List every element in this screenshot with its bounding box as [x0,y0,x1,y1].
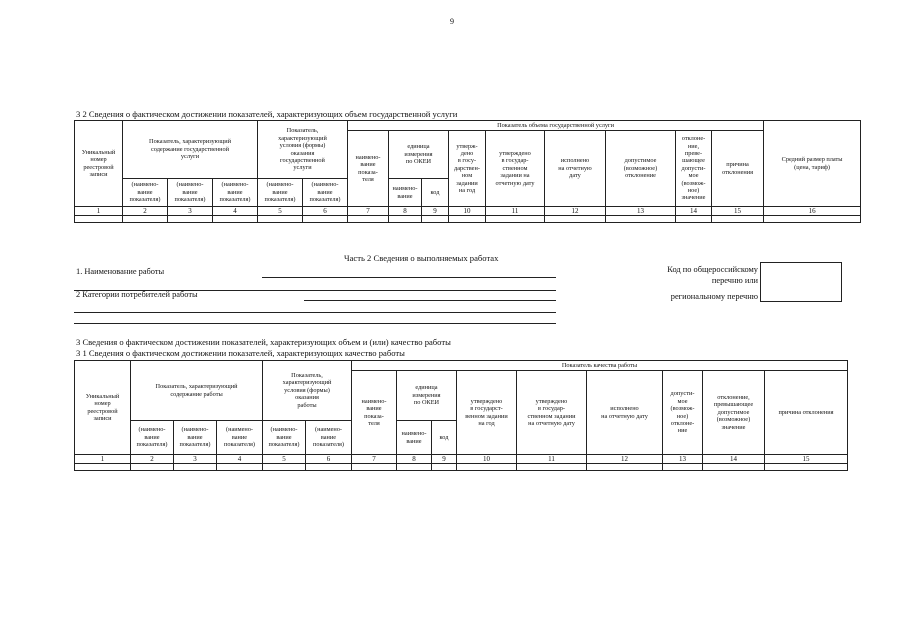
work-name-label: 1. Наименование работы [76,267,165,276]
column-number: 15 [712,207,764,216]
col-subname-header: (наимено- вание показателя) [131,421,174,455]
consumer-category-label: 2 Категории потребителей работы [76,290,198,299]
table-row-empty [75,464,848,471]
col-unit-name-header: наимено- вание [397,421,432,455]
column-number: 8 [389,207,422,216]
col-unit-name-header: наимено- вание [389,179,422,207]
col-subname-header: (наимено- вание показателя) [123,179,168,207]
column-number: 8 [397,455,432,464]
col-unit-code-header: код [422,179,449,207]
column-number: 10 [457,455,517,464]
col-unit-header: единица измерения по ОКЕИ [389,131,449,179]
column-number: 7 [352,455,397,464]
column-number-row [75,207,861,216]
code-label-line-2: перечню или [711,276,758,285]
table-row-empty [75,216,861,223]
column-number: 13 [663,455,703,464]
column-number: 9 [432,455,457,464]
col-subname-header: (наимено- вание показателя) [303,179,348,207]
section-3-1-heading: 3 1 Сведения о фактическом достижении показателей, характеризующих качество работы [76,348,405,358]
section-3-2-heading: 3 2 Сведения о фактическом достижении показателей, характеризующих объем государственной услуги [76,109,458,119]
col-subname-header: (наимено- вание показателя) [174,421,217,455]
work-name-line [262,277,556,278]
column-number: 5 [263,455,306,464]
column-number: 14 [676,207,712,216]
column-number: 11 [517,455,587,464]
col-allowed-deviation-header: допусти- мое (возмож- ное) отклоне- ние [663,371,703,455]
col-excess-deviation-header: отклонение, превышающее допустимое (возможное) значение [703,371,765,455]
col-subname-header: (наимено- вание показателя) [213,179,258,207]
col-excess-deviation-header: отклоне- ние, преве- шающее допусти- мое (возмож- ное) значение [676,131,712,207]
col-volume-group-header: Показатель объема государственной услуги [348,121,764,131]
consumer-category-line [304,300,556,301]
registry-code-box[interactable] [760,262,842,302]
column-number: 15 [765,455,848,464]
column-number: 13 [606,207,676,216]
column-number: 7 [348,207,389,216]
col-executed-header: исполнено на отчетную дату [587,371,663,455]
column-number: 2 [131,455,174,464]
column-number: 14 [703,455,765,464]
column-number: 5 [258,207,303,216]
col-deviation-reason-header: причина отклонения [712,131,764,207]
col-average-price-header: Средний размер платы (цена, тариф) [764,121,861,207]
column-number: 6 [303,207,348,216]
column-number: 12 [587,455,663,464]
col-approved-year-header: утверж- дено в госу- дарствен- ном задании на год [449,131,486,207]
column-number: 11 [486,207,545,216]
column-number: 4 [213,207,258,216]
column-number: 1 [75,455,131,464]
col-record-number-header: Уникальный номер реестровой записи [75,121,123,207]
col-content-group-header: Показатель, характеризующий содержание работы [131,361,263,421]
col-deviation-reason-header: причина отклонения [765,371,848,455]
col-content-group-header: Показатель, характеризующий содержание государственной услуги [123,121,258,179]
col-indicator-name-header: наимено- вание показа- теля [352,371,397,455]
column-number: 2 [123,207,168,216]
col-conditions-group-header: Показатель, характеризующий условия (формы) оказания государственной услуги [258,121,348,179]
col-subname-header: (наимено- вание показателя) [217,421,263,455]
col-approved-year-header: утверждено в государст- венном задании на год [457,371,517,455]
col-approved-date-header: утверждено в государ- ственном задании на отчетную дату [517,371,587,455]
col-record-number-header: Уникальный номер реестровой записи [75,361,131,455]
column-number-row [75,455,848,464]
col-unit-code-header: код [432,421,457,455]
code-label-line-3: региональному перечню [670,292,758,301]
column-number: 3 [168,207,213,216]
column-number: 12 [545,207,606,216]
column-number: 10 [449,207,486,216]
column-number: 6 [306,455,352,464]
col-subname-header: (наимено- вание показателя) [258,179,303,207]
col-unit-header: единица измерения по ОКЕИ [397,371,457,421]
col-subname-header: (наимено- вание показателя) [168,179,213,207]
col-executed-header: исполнено на отчетную дату [545,131,606,207]
col-allowed-deviation-header: допустимое (возможное) отклонение [606,131,676,207]
consumer-category-line-3 [74,323,556,324]
table-volume-state-service [74,120,861,223]
col-subname-header: (наимено- вание показателя) [263,421,306,455]
col-quality-group-header: Показатель качества работы [352,361,848,371]
code-label-line-1: Код по общероссийскому [667,265,758,274]
column-number: 4 [217,455,263,464]
consumer-category-line-2 [74,312,556,313]
part-2-title: Часть 2 Сведения о выполняемых работах [344,253,499,263]
section-3-heading: 3 Сведения о фактическом достижении показателей, характеризующих объем и (или) качество работы [76,337,451,347]
col-subname-header: (наимено- вание показателя) [306,421,352,455]
table-quality-work [74,360,848,471]
column-number: 9 [422,207,449,216]
col-conditions-group-header: Показатель, характеризующий условия (формы) оказания работы [263,361,352,421]
column-number: 3 [174,455,217,464]
column-number: 1 [75,207,123,216]
column-number: 16 [764,207,861,216]
col-indicator-name-header: наимено- вание показа- теля [348,131,389,207]
page-number: 9 [450,17,454,26]
col-approved-date-header: утверждено в государ- ственном задании на отчетную дату [486,131,545,207]
